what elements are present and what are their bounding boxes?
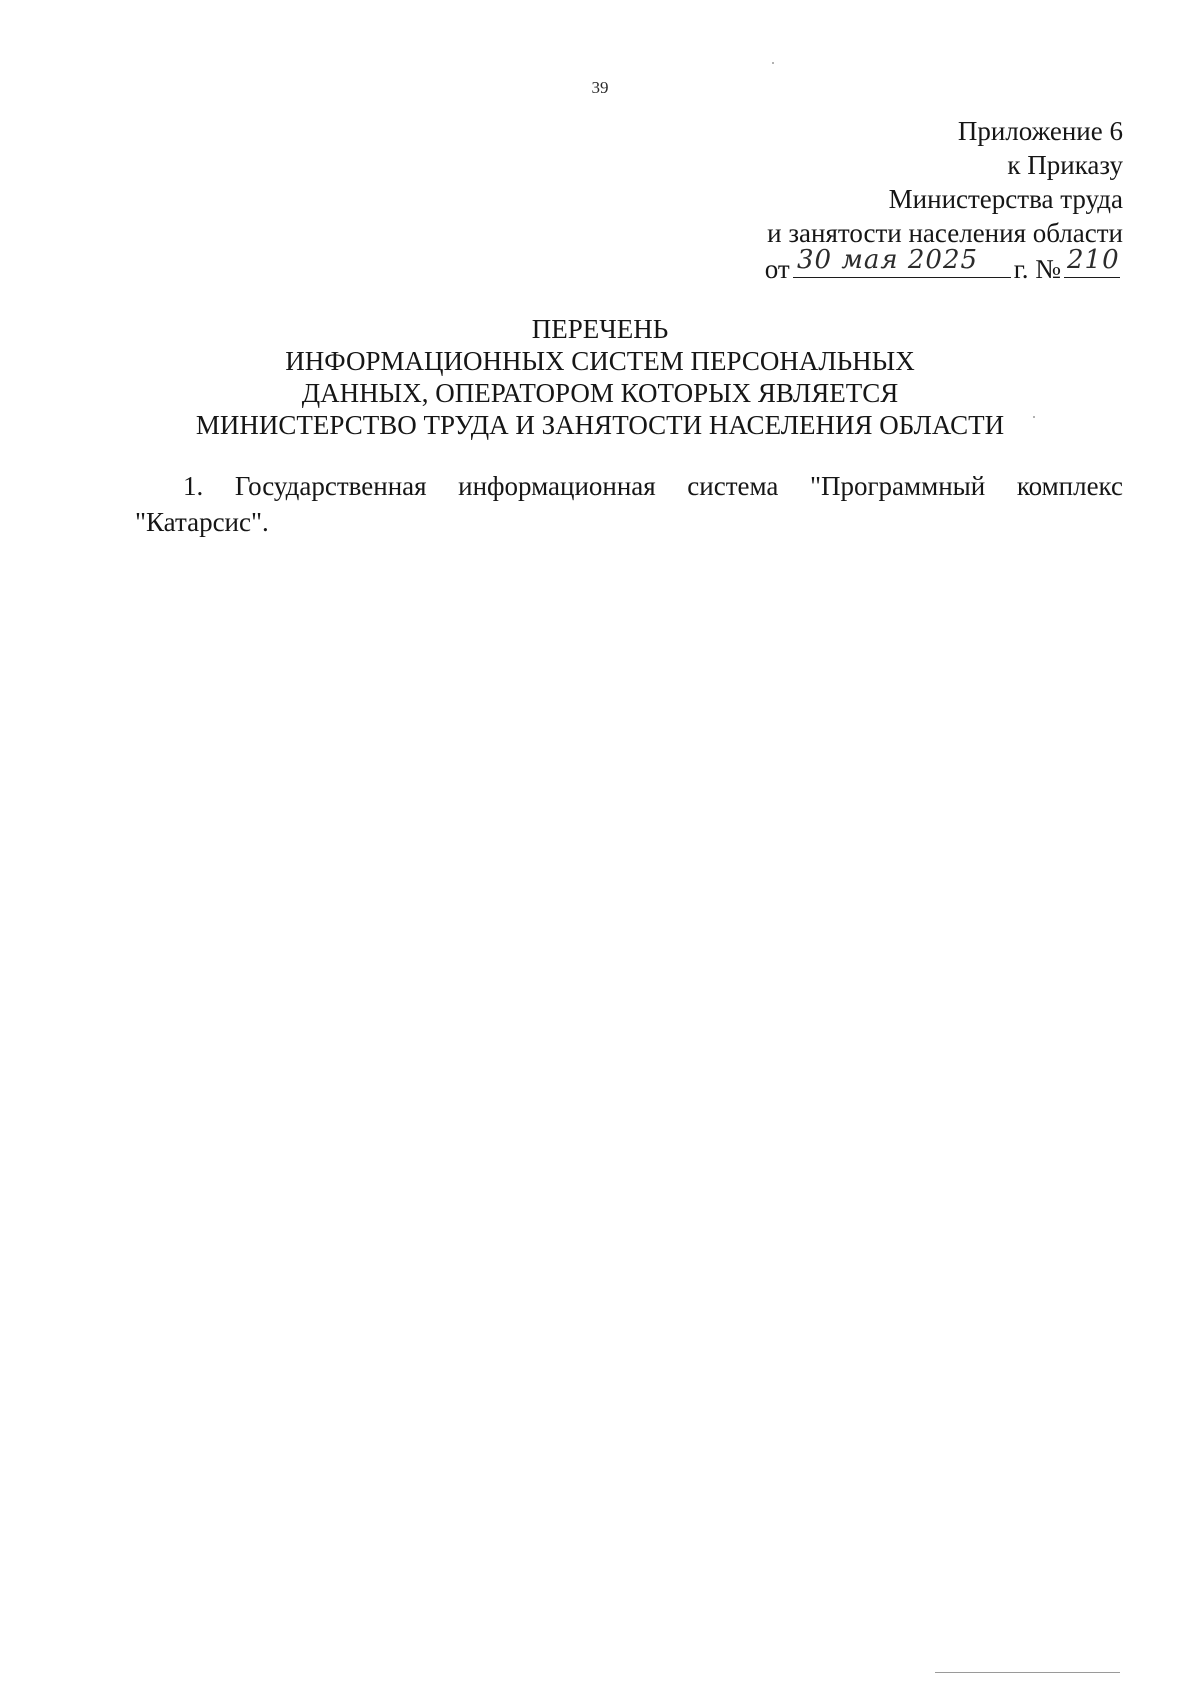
bottom-rule (935, 1672, 1120, 1673)
document-title (0, 313, 1200, 441)
scan-speck (1033, 416, 1035, 418)
title-line-3: ДАННЫХ, ОПЕРАТОРОМ КОТОРЫХ ЯВЛЯЕТСЯ (301, 378, 899, 408)
appendix-order-ref: к Приказу (1007, 150, 1123, 180)
page-number: 39 (591, 78, 609, 97)
appendix-header (603, 114, 1123, 286)
appendix-ministry-cont: и занятости населения области (767, 218, 1123, 248)
scan-speck (772, 62, 774, 64)
title-line-1: ПЕРЕЧЕНЬ (531, 314, 669, 344)
title-line-2: ИНФОРМАЦИОННЫХ СИСТЕМ ПЕРСОНАЛЬНЫХ (285, 346, 915, 376)
handwritten-date-field (793, 245, 1011, 278)
handwritten-number-text: 210 (1067, 245, 1120, 275)
appendix-number: Приложение 6 (957, 116, 1123, 146)
handwritten-number-field (1064, 245, 1120, 278)
appendix-ministry: Министерства труда (888, 184, 1123, 214)
year-number-label: г. № (1013, 254, 1061, 284)
title-line-4: МИНИСТЕРСТВО ТРУДА И ЗАНЯТОСТИ НАСЕЛЕНИЯ ОБЛАСТИ (195, 410, 1005, 440)
handwritten-date-signature (793, 242, 1011, 276)
date-prefix: от (764, 254, 790, 284)
list-item: 1. Государственная информационная система "Программный комплекс "Катарсис". (135, 471, 1123, 537)
appendix-date-line (603, 245, 1123, 286)
handwritten-number-signature (1064, 242, 1120, 276)
handwritten-date-text: 30 мая 2025 (796, 245, 978, 275)
